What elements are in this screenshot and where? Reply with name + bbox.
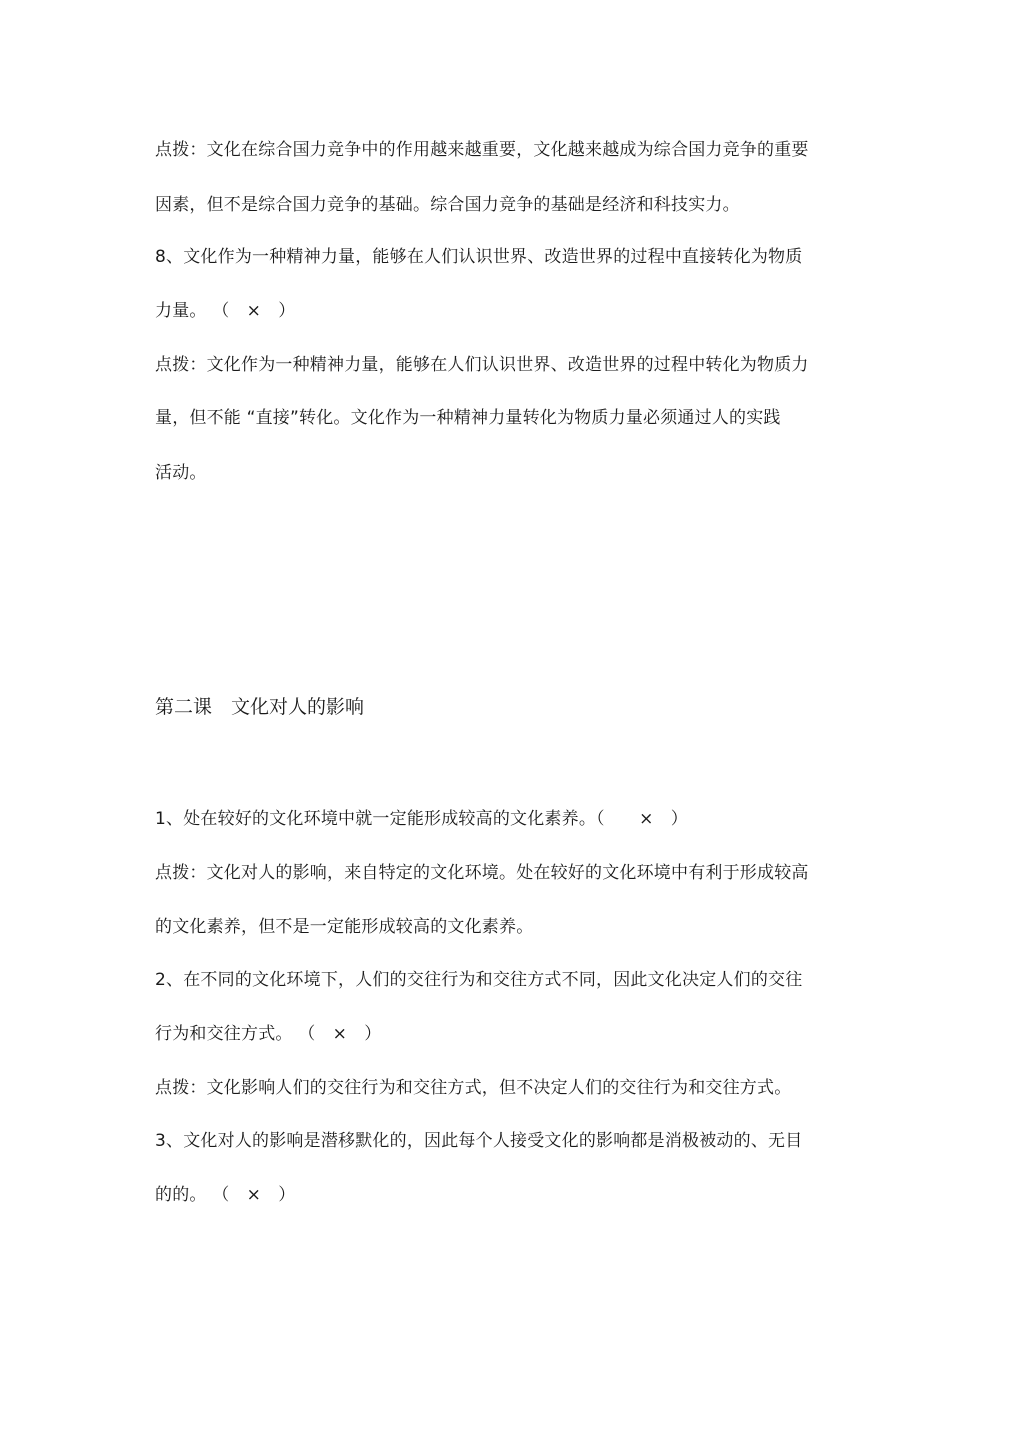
question-1-line-1: 1、处在较好的文化环境中就一定能形成较高的文化素养。（ × ）: [155, 809, 688, 829]
note-1-line-2: 的文化素养，但不是一定能形成较高的文化素养。: [155, 917, 534, 937]
question-2-line-2: 行为和交往方式。 （ × ）: [155, 1024, 382, 1044]
note-8-line-1: 点拨：文化作为一种精神力量，能够在人们认识世界、改造世界的过程中转化为物质力: [155, 355, 809, 375]
question-8-line-2: 力量。 （ × ）: [155, 301, 296, 321]
note-2-line-1: 点拨：文化影响人们的交往行为和交往方式，但不决定人们的交往行为和交往方式。: [155, 1078, 792, 1098]
question-3-line-1: 3、文化对人的影响是潜移默化的，因此每个人接受文化的影响都是消极被动的、无目: [155, 1131, 803, 1151]
note-7-line-2: 因素，但不是综合国力竞争的基础。综合国力竞争的基础是经济和科技实力。: [155, 195, 740, 215]
question-2-line-1: 2、在不同的文化环境下，人们的交往行为和交往方式不同，因此文化决定人们的交往: [155, 970, 803, 990]
note-1-line-1: 点拨：文化对人的影响，来自特定的文化环境。处在较好的文化环境中有利于形成较高: [155, 863, 809, 883]
note-8-line-3: 活动。: [155, 463, 207, 483]
question-3-line-2: 的的。 （ × ）: [155, 1185, 296, 1205]
note-8-line-2: 量，但不能 “直接”转化。文化作为一种精神力量转化为物质力量必须通过人的实践: [155, 408, 781, 428]
lesson-2-title: 第二课 文化对人的影响: [155, 696, 365, 718]
note-7-line-1: 点拨：文化在综合国力竞争中的作用越来越重要，文化越来越成为综合国力竞争的重要: [155, 140, 809, 160]
question-8-line-1: 8、文化作为一种精神力量，能够在人们认识世界、改造世界的过程中直接转化为物质: [155, 247, 803, 267]
